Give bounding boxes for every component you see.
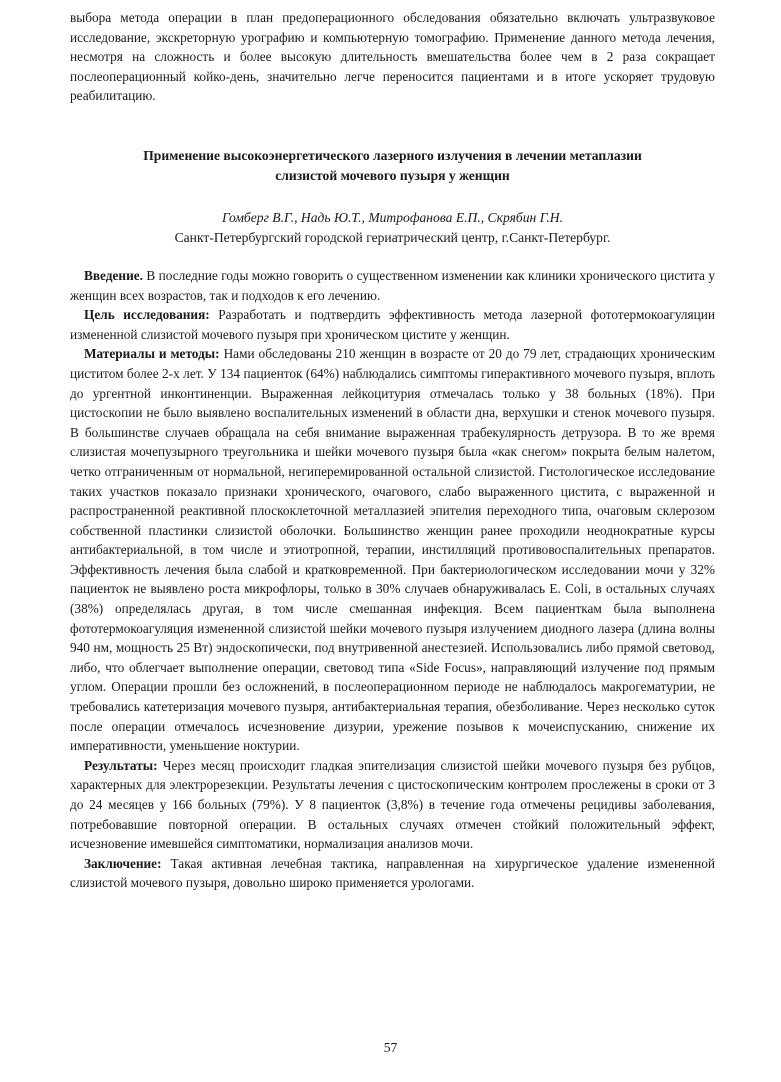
article-title-line-2: слизистой мочевого пузыря у женщин [275, 167, 510, 183]
aim-text: Разработать и подтвердить эффективность метода лазерной фототермокоагуляции измененной слизистой мочевого пузыря при хроническом цистите у женщин. [70, 307, 715, 342]
introduction-paragraph [70, 266, 715, 305]
results-text: Через месяц происходит гладкая эпителизация слизистой шейки мочевого пузыря без рубцов, характерных для электрорезекции. Результаты лечения с цистоскопическим контролем прослежены в сроки от 3 до 24 месяцев у 166 больных (79%). У 8 пациенток (3,8%) в течение года отмечены рецидивы заболевания, потребовавшие повторной операции. В остальных случаях отмечен стойкий положительный эффект, исчезновение имевшейся симптоматики, нормализация анализов мочи. [70, 757, 715, 852]
conclusion-label: Заключение: [84, 855, 162, 871]
methods-text: Нами обследованы 210 женщин в возрасте от 20 до 79 лет, страдающих хроническим циститом более 2-х лет. У 134 пациенток (64%) наблюдались симптомы гиперактивного мочевого пузыря, вплоть до ургентной инконтиненции. Выраженная лейкоцитурия отмечалась только у 38 больных (18%). При цистоскопии не было выявлено воспалительных изменений в области дна, верхушки и стенок мочевого пузыря. В большинстве случаев обращала на себя внимание выраженная трабекулярность детрузора. В то же время слизистая мочепузырного треугольника и шейки мочевого пузыря была «как снегом» покрыта белым налетом, четко отграниченным от нормальной, негиперемированной остальной слизистой. Гистологическое исследование таких участков показало признаки хронического, очагового, слабо выраженного цистита, с выраженной и распространенной реактивной плоскоклеточной металлазией эпителия переходного типа, очаговым склерозом собственной пластинки слизистой оболочки. Большинство женщин ранее проходили неоднократные курсы антибактериальной, в том числе и этиотропной, терапии, инстилляций противовоспалительных препаратов. Эффективность лечения была слабой и кратковременной. При бактериологическом исследовании мочи у 32% пациенток не выявлено роста микрофлоры, только в 30% случаев обнаруживалась E. Coli, в остальных случаях (38%) определялась другая, в том числе смешанная инфекция. Всем пациенткам была выполнена фототермокоагуляция измененной слизистой шейки мочевого пузыря излучением диодного лазера (длина волны 940 нм, мощность 25 Вт) эндоскопически, под внутривенной анестезией. Использовались либо прямой световод, либо, что облегчает выполнение операции, световод типа «Side Focus», направляющий излучение под прямым углом. Операции прошли без осложнений, в послеоперационном периоде не наблюдалось макрогематурии, не требовались катетеризация мочевого пузыря, антибактериальная терапия, обезболивание. Через несколько суток после операции отмечалось исчезновение дизурии, урежение позывов к мочеиспусканию, снижение их императивности, уменьшение ноктурии. [70, 346, 715, 754]
introduction-text: В последние годы можно говорить о существенном изменении как клиники хронического цистита у женщин всех возрастов, так и подходов к его лечению. [70, 267, 715, 303]
article-title [70, 146, 715, 186]
conclusion-paragraph [70, 854, 715, 893]
results-paragraph [70, 756, 715, 854]
methods-label: Материалы и методы: [84, 346, 220, 362]
methods-paragraph [70, 344, 715, 755]
article-affiliation: Санкт-Петербургский городской гериатрический центр, г.Санкт-Петербург. [174, 229, 611, 245]
conclusion-text: Такая активная лечебная тактика, направленная на хирургическое удаление измененной слизистой мочевого пузыря, довольно широко применяется урологами. [70, 855, 715, 891]
page-number: 57 [383, 1040, 398, 1055]
aim-label: Цель исследования: [84, 307, 210, 323]
introduction-label: Введение. [84, 267, 143, 283]
article-title-line-1: Применение высокоэнергетического лазерного излучения в лечении метаплазии [143, 147, 642, 163]
intro-paragraph: выбора метода операции в план предоперационного обследования обязательно включать ультразвуковое исследование, экскреторную урографию и компьютерную томографию. Применение данного метода лечения, несмотря на сложность и более высокую длительность вмешательства более чем в 2 раза сокращает послеоперационный койко-день, значительно легче переносится пациентами и в итоге ускоряет трудовую реабилитацию. [70, 10, 715, 104]
results-label: Результаты: [84, 757, 158, 773]
page-body [70, 8, 715, 893]
article-authors: Гомберг В.Г., Надь Ю.Т., Митрофанова Е.П., Скрябин Г.Н. [221, 209, 564, 225]
aim-paragraph [70, 305, 715, 344]
